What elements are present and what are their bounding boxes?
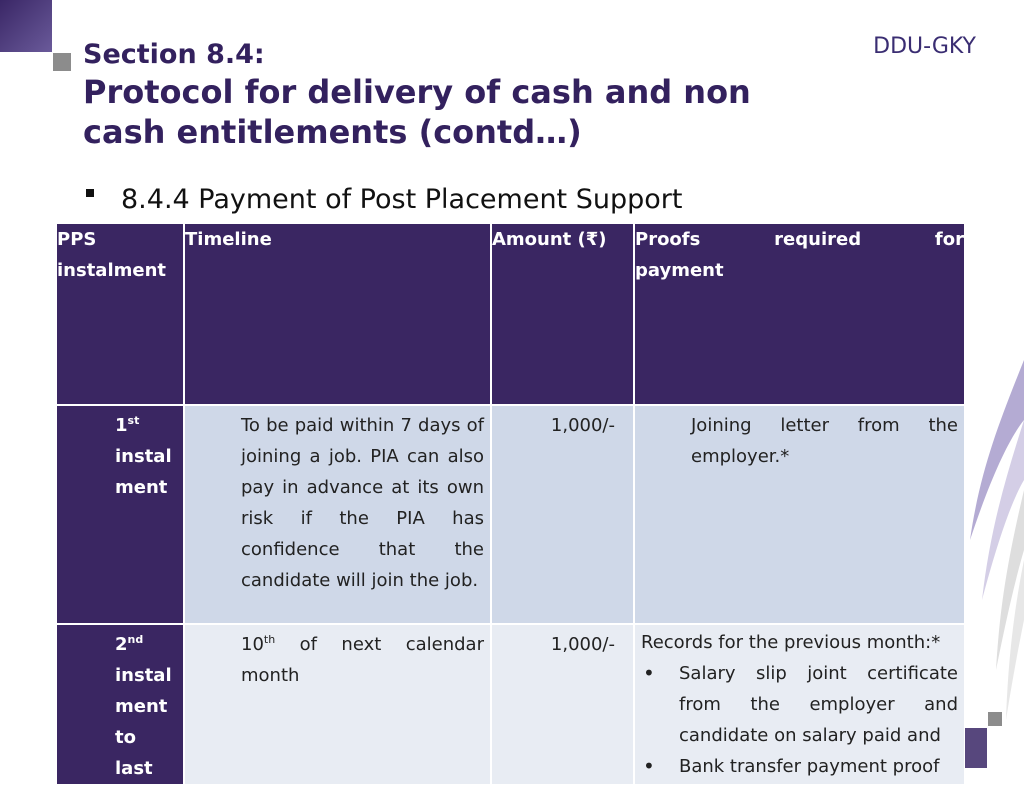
list-item: • Salary slip joint certificate from the employer and candidate on salary paid and [641,658,958,751]
swoosh-decoration [960,360,1024,760]
proof-list [641,658,958,782]
proof-cell [634,624,965,785]
header-proofs [634,223,965,405]
slide-title [83,38,843,152]
corner-decoration [0,0,52,52]
proof-intro: Records for the previous month:* [641,632,941,653]
list-item: • Bank transfer payment proof [641,751,958,782]
header-proofs-word-3: for [934,229,964,250]
header-timeline: Timeline [184,223,491,405]
row-label-text: instal ment to last [115,665,172,779]
corner-square-decoration [988,712,1002,726]
header-proofs-word-2: required [774,229,862,250]
title-bullet-decoration [53,53,71,71]
timeline-cell: To be paid within 7 days of joining a job. PIA can also pay in advance at its own risk if the PIA has confidence that the candidate will join the job. [184,405,491,624]
corner-bar-decoration [965,728,987,768]
proof-cell: Joining letter from the employer.* [634,405,965,624]
timeline-text: of next calendar month [241,634,484,686]
table-header-row [56,223,965,405]
header-proofs-word-1: Proofs [635,229,701,250]
timeline-number: 10 [241,634,264,655]
section-title: Protocol for delivery of cash and non cash entitlements (contd…) [83,73,751,151]
ordinal-number: 1 [115,415,128,436]
brand-label: DDU-GKY [873,34,976,59]
table-row [56,405,965,624]
timeline-suffix: th [263,633,276,646]
amount-cell: 1,000/- [491,405,634,624]
subsection-heading: 8.4.4 Payment of Post Placement Support [121,184,683,215]
square-bullet-icon [86,189,94,197]
ordinal-suffix: nd [127,633,144,646]
section-number: Section 8.4: [83,39,265,70]
row-label [56,624,184,785]
header-pps-instalment: PPS instalment [56,223,184,405]
header-amount: Amount (₹) [491,223,634,405]
pps-table [55,222,966,786]
table-row [56,624,965,785]
header-proofs-line-2: payment [635,260,724,281]
ordinal-number: 2 [115,634,128,655]
timeline-cell [184,624,491,785]
amount-cell: 1,000/- [491,624,634,785]
row-label [56,405,184,624]
ordinal-suffix: st [127,414,140,427]
row-label-text: instal ment [115,446,172,498]
